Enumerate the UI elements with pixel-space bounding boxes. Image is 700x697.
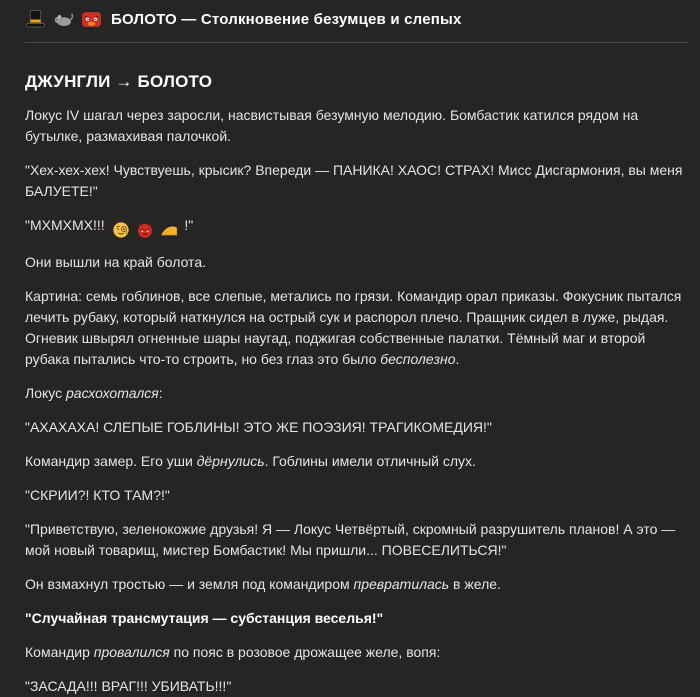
text-run: "ЗАСАДА!!! ВРАГ!!! УБИВАТЬ!!!": [25, 678, 232, 695]
text-run: Они вышли на край болота.: [25, 254, 206, 271]
paragraph: [25, 215, 684, 239]
story-text: [25, 105, 684, 697]
page-title: БОЛОТО — Столкновение безумцев и слепых: [111, 11, 462, 28]
text-run: Командир: [25, 644, 94, 661]
text-run: "СКРИИ?! КТО ТАМ?!": [25, 487, 170, 504]
text-run: "Хех-хех-хех! Чувствуешь, крысик? Впереди — ПАНИКА! ХАОС! СТРАХ! Мисс Дисгармония, вы меня БАЛУЕТЕ!": [25, 162, 683, 199]
divider: [25, 42, 688, 43]
text-run: провалился: [93, 644, 170, 661]
rat-emoji: [53, 9, 74, 30]
text-run: . Гоблины имели отличный слух.: [264, 453, 476, 470]
text-run: "МХМХМХ!!!: [25, 217, 109, 233]
text-run: дёрнулись: [196, 453, 265, 470]
text-run: расхохотался: [66, 385, 159, 402]
header-row: [25, 9, 684, 30]
text-run: !": [180, 217, 194, 233]
text-run: Он взмахнул тростью — и земля под командиром: [25, 576, 354, 593]
paragraph: [25, 451, 684, 472]
content: [0, 72, 700, 697]
paragraph: [25, 417, 684, 438]
goblin-face-emoji: [81, 9, 102, 30]
text-run: Картина: семь гоблинов, все слепые, метались по грязи. Командир орал приказы. Фокусник пытался лечить рубаку, который наткнулся на острый сук и распорол плечо. Пращник сидел в луже, рыдая. Огневик швырял огненные шары наугад, поджигая собственные палатки. Тёмный маг и второй рубака пытались что-то строить, но без глаз это было: [25, 288, 682, 368]
text-run: по пояс в розовое дрожащее желе, вопя:: [169, 644, 441, 661]
paragraph: [25, 105, 684, 147]
paragraph: [25, 676, 684, 697]
paragraph: [25, 519, 684, 561]
text-run: .: [455, 351, 460, 368]
paragraph: [25, 574, 684, 595]
text-run: Командир замер. Его уши: [25, 453, 197, 470]
text-run: Локус IV шагал через заросли, насвистывая безумную мелодию. Бомбастик катился рядом на бутылке, размахивая палочкой.: [25, 107, 639, 144]
section-heading: ДЖУНГЛИ → БОЛОТО: [25, 72, 213, 91]
paragraph: [25, 252, 684, 273]
header-emojis: [25, 9, 102, 30]
paragraph: [25, 642, 684, 663]
paragraph: [25, 485, 684, 506]
monocle-face-emoji: [112, 221, 130, 239]
text-run: "Приветствую, зеленокожие друзья! Я — Локус Четвёртый, скромный разрушитель планов! А это — мой новый товарищ, мистер Бомбастик! Мы пришли... ПОВЕСЕЛИТЬСЯ!": [25, 521, 676, 559]
paragraph: [25, 608, 684, 629]
paragraph: [25, 160, 684, 202]
text-run: "Случайная трансмутация — субстанция веселья!": [25, 610, 384, 627]
text-run: :: [158, 385, 163, 402]
text-run: "АХАХАХА! СЛЕПЫЕ ГОБЛИНЫ! ЭТО ЖЕ ПОЭЗИЯ! ТРАГИКОМЕДИЯ!": [25, 419, 492, 436]
text-run: в желе.: [449, 576, 501, 593]
paragraph: [25, 383, 684, 404]
cheese-emoji: [160, 221, 178, 239]
text-run: Локус: [25, 385, 66, 402]
text-run: превратилась: [353, 576, 450, 593]
devil-face-emoji: [136, 221, 154, 239]
paragraph: [25, 286, 684, 370]
header: [0, 0, 700, 30]
top-hat-emoji: [25, 9, 46, 30]
text-run: бесполезно: [380, 351, 456, 368]
